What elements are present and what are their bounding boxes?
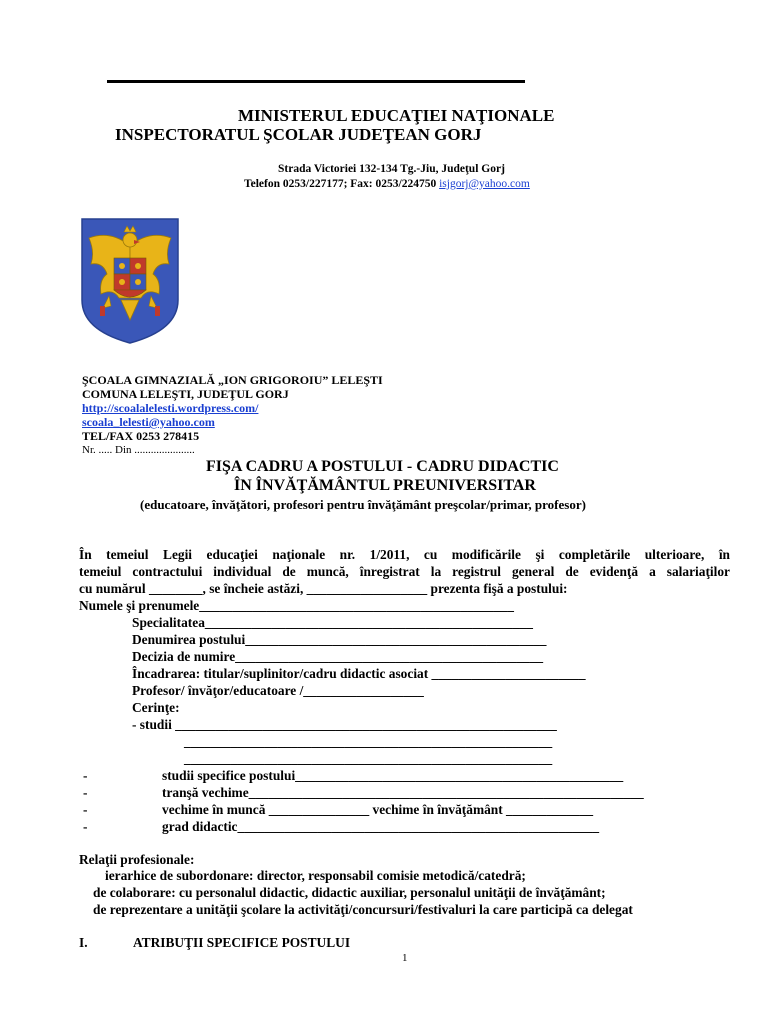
list-marker: - [83, 819, 88, 834]
section-title: ATRIBUŢII SPECIFICE POSTULUI [133, 935, 351, 950]
field-studies[interactable]: - studii _________________________________________________________ [132, 717, 557, 732]
school-website-link[interactable]: http://scoalalelesti.wordpress.com/ [82, 401, 259, 415]
requirements-label: Cerinţe: [132, 700, 180, 715]
inspectorate-title: INSPECTORATUL ŞCOLAR JUDEŢEAN GORJ [115, 125, 482, 144]
intro-line-1: În temeiul Legii educaţiei naţionale nr. 1/2011, cu modificările şi completările ulterioare, în [79, 547, 730, 562]
field-specialty[interactable]: Specialitatea_________________________________________________ [132, 615, 533, 630]
intro-line-3: cu numărul ________, se încheie astăzi, __________________ prezenta fişă a postului: [79, 581, 568, 596]
document-subtitle: (educatoare, învăţători, profesori pentru învăţământ preşcolar/primar, profesor) [140, 497, 586, 512]
field-seniority[interactable]: vechime în muncă _______________ vechime în învăţământ _____________ [162, 802, 594, 817]
intro-line-2: temeiul contractului individual de muncă, înregistrat la registrul general de evidenţă a salariaţilor [79, 564, 730, 579]
field-seniority-bracket[interactable]: tranşă vechime___________________________________________________________ [162, 785, 644, 800]
coat-of-arms-icon [81, 218, 179, 344]
field-studies-line2[interactable]: _______________________________________________________ [184, 734, 553, 749]
list-marker: - [83, 768, 88, 783]
address-line: Strada Victoriei 132-134 Tg.-Jiu, Judeţul Gorj [278, 163, 505, 175]
section-number: I. [79, 935, 88, 950]
field-studies-line3[interactable]: _______________________________________________________ [184, 751, 553, 766]
list-marker: - [83, 802, 88, 817]
field-teacher-type[interactable]: Profesor/ învăţor/educatoare /__________________ [132, 683, 424, 698]
school-telfax: TEL/FAX 0253 278415 [82, 429, 200, 443]
header-rule [107, 80, 525, 83]
school-commune: COMUNA LELEŞTI, JUDEŢUL GORJ [82, 387, 289, 401]
school-email-link[interactable]: scoala_lelesti@yahoo.com [82, 415, 215, 429]
field-appointment[interactable]: Decizia de numire______________________________________________ [132, 649, 544, 664]
inspectorate-email-link[interactable]: isjgorj@yahoo.com [439, 178, 530, 190]
field-teaching-degree[interactable]: grad didactic______________________________________________________ [162, 819, 600, 834]
ministry-title: MINISTERUL EDUCAŢIEI NAŢIONALE [238, 106, 555, 125]
contact-phone: Telefon 0253/227177; Fax: 0253/224750 [244, 178, 440, 190]
page-number: 1 [402, 952, 408, 964]
relations-representation: de reprezentare a unităţii şcolare la activităţi/concursuri/festivaluri la care participă ca delegat [93, 902, 633, 917]
relations-heading: Relaţii profesionale: [79, 852, 195, 867]
school-name: ŞCOALA GIMNAZIALĂ „ION GRIGOROIU” LELEŞTI [82, 373, 383, 387]
field-framing[interactable]: Încadrarea: titular/suplinitor/cadru didactic asociat _______________________ [132, 666, 586, 681]
list-marker: - [83, 785, 88, 800]
contact-line [244, 178, 530, 190]
relations-hierarchy: ierarhice de subordonare: director, responsabil comisie metodică/catedră; [105, 868, 526, 883]
document-title-line1: FIŞA CADRU A POSTULUI - CADRU DIDACTIC [206, 458, 559, 475]
field-specific-studies[interactable]: studii specifice postului_________________________________________________ [162, 768, 624, 783]
field-name[interactable]: Numele şi prenumele_______________________________________________ [79, 598, 514, 613]
registration-number: Nr. ..... Din ...................... [82, 444, 195, 456]
relations-collaboration: de colaborare: cu personalul didactic, didactic auxiliar, personalul unităţii de învăţământ; [93, 885, 606, 900]
field-post-name[interactable]: Denumirea postului_____________________________________________ [132, 632, 547, 647]
document-title-line2: ÎN ÎNVĂŢĂMÂNTUL PREUNIVERSITAR [234, 477, 536, 494]
